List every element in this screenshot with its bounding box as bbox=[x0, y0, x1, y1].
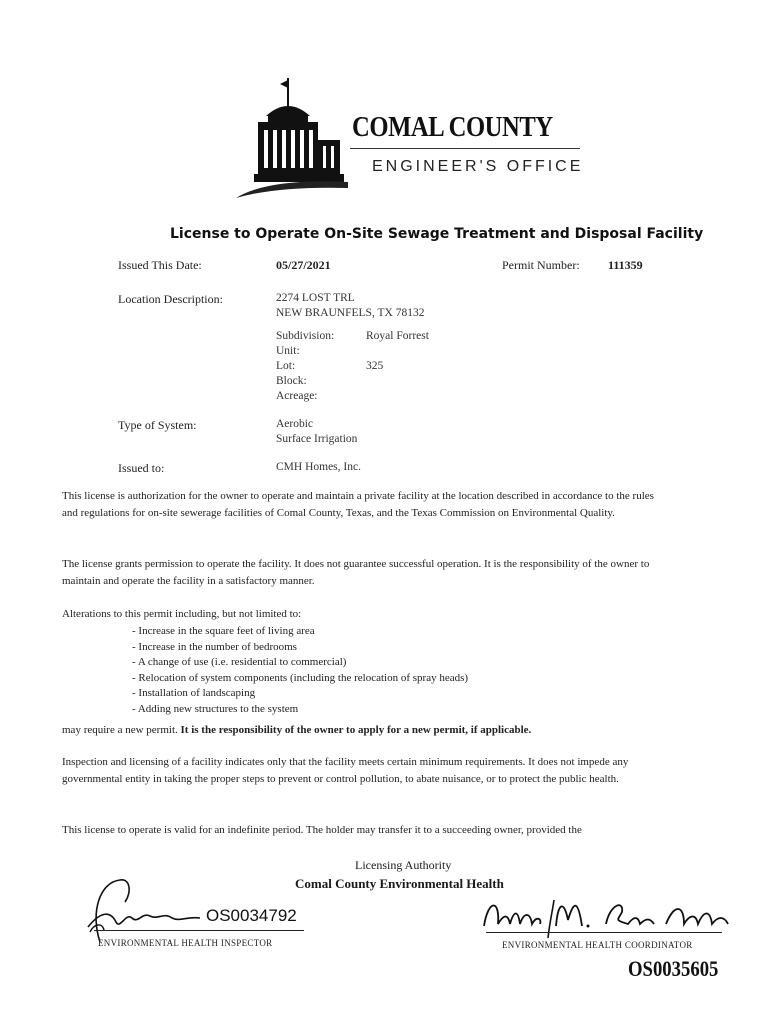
system-type-label: Type of System: bbox=[118, 418, 197, 432]
coordinator-license-code: OS0035605 bbox=[628, 956, 719, 981]
org-name: COMAL COUNTY bbox=[352, 112, 553, 143]
subdivision-label: Subdivision: bbox=[276, 330, 335, 342]
permission-paragraph: The license grants permission to operate the facility. It does not guarantee successful operation. It is the responsibility of the owner to maintain and operate the facility in a satisfactory manner. bbox=[62, 558, 650, 587]
permit-number-label: Permit Number: bbox=[502, 258, 580, 272]
list-item: - Increase in the square feet of living area bbox=[132, 624, 468, 640]
alterations-list bbox=[132, 624, 468, 717]
issued-to-value: CMH Homes, Inc. bbox=[276, 461, 361, 473]
subdivision-value: Royal Forrest bbox=[366, 330, 429, 342]
alterations-intro: Alterations to this permit including, but not limited to: bbox=[62, 608, 302, 620]
address-line-1: 2274 LOST TRL bbox=[276, 292, 355, 304]
inspector-signature-line bbox=[94, 930, 304, 931]
header-rule bbox=[350, 148, 580, 149]
inspection-paragraph: Inspection and licensing of a facility indicates only that the facility meets certain minimum requirements. It does not impede any governmental entity in taking the proper steps to prevent or control pollution, to abate nuisance, or to protect the public health. bbox=[62, 756, 629, 785]
coordinator-title: ENVIRONMENTAL HEALTH COORDINATOR bbox=[502, 940, 693, 950]
coordinator-signature-line bbox=[486, 932, 722, 933]
org-subtitle: ENGINEER'S OFFICE bbox=[372, 158, 584, 175]
list-item: - Relocation of system components (including the relocation of spray heads) bbox=[132, 671, 468, 687]
system-type-line-1: Aerobic bbox=[276, 418, 314, 430]
issued-to-label: Issued to: bbox=[118, 461, 165, 475]
system-type-line-2: Surface Irrigation bbox=[276, 433, 358, 445]
issued-date-label: Issued This Date: bbox=[118, 258, 202, 272]
list-item: - A change of use (i.e. residential to commercial) bbox=[132, 655, 468, 671]
authorization-paragraph: This license is authorization for the owner to operate and maintain a private facility at the location described in accordance to the rules and regulations for on-site sewerage facilities of Comal County, Texas, and the Texas Commission on Environmental Quality. bbox=[62, 490, 654, 519]
new-permit-sentence bbox=[62, 722, 672, 739]
courthouse-logo bbox=[228, 78, 353, 208]
list-item: - Installation of landscaping bbox=[132, 686, 468, 702]
permit-number-value: 111359 bbox=[608, 258, 643, 272]
unit-label: Unit: bbox=[276, 345, 300, 357]
document-title: License to Operate On-Site Sewage Treatment and Disposal Facility bbox=[170, 226, 704, 242]
block-label: Block: bbox=[276, 375, 307, 387]
lot-label: Lot: bbox=[276, 360, 296, 372]
may-require-text: may require a new permit. bbox=[62, 724, 178, 736]
inspector-license-code: OS0034792 bbox=[206, 906, 297, 925]
inspector-title: ENVIRONMENTAL HEALTH INSPECTOR bbox=[98, 938, 273, 948]
responsibility-text: It is the responsibility of the owner to apply for a new permit, if applicable. bbox=[180, 724, 532, 736]
list-item: - Adding new structures to the system bbox=[132, 702, 468, 718]
address-line-2: NEW BRAUNFELS, TX 78132 bbox=[276, 307, 425, 319]
location-label: Location Description: bbox=[118, 292, 223, 306]
acreage-label: Acreage: bbox=[276, 390, 318, 402]
licensing-authority-label: Licensing Authority bbox=[355, 858, 452, 872]
issued-date-value: 05/27/2021 bbox=[276, 258, 331, 272]
licensing-authority-name: Comal County Environmental Health bbox=[295, 876, 504, 891]
lot-value: 325 bbox=[366, 360, 384, 372]
coordinator-signature bbox=[478, 890, 748, 942]
list-item: - Increase in the number of bedrooms bbox=[132, 640, 468, 656]
transfer-paragraph: This license to operate is valid for an indefinite period. The holder may transfer it to a succeeding owner, provided the bbox=[62, 824, 582, 836]
